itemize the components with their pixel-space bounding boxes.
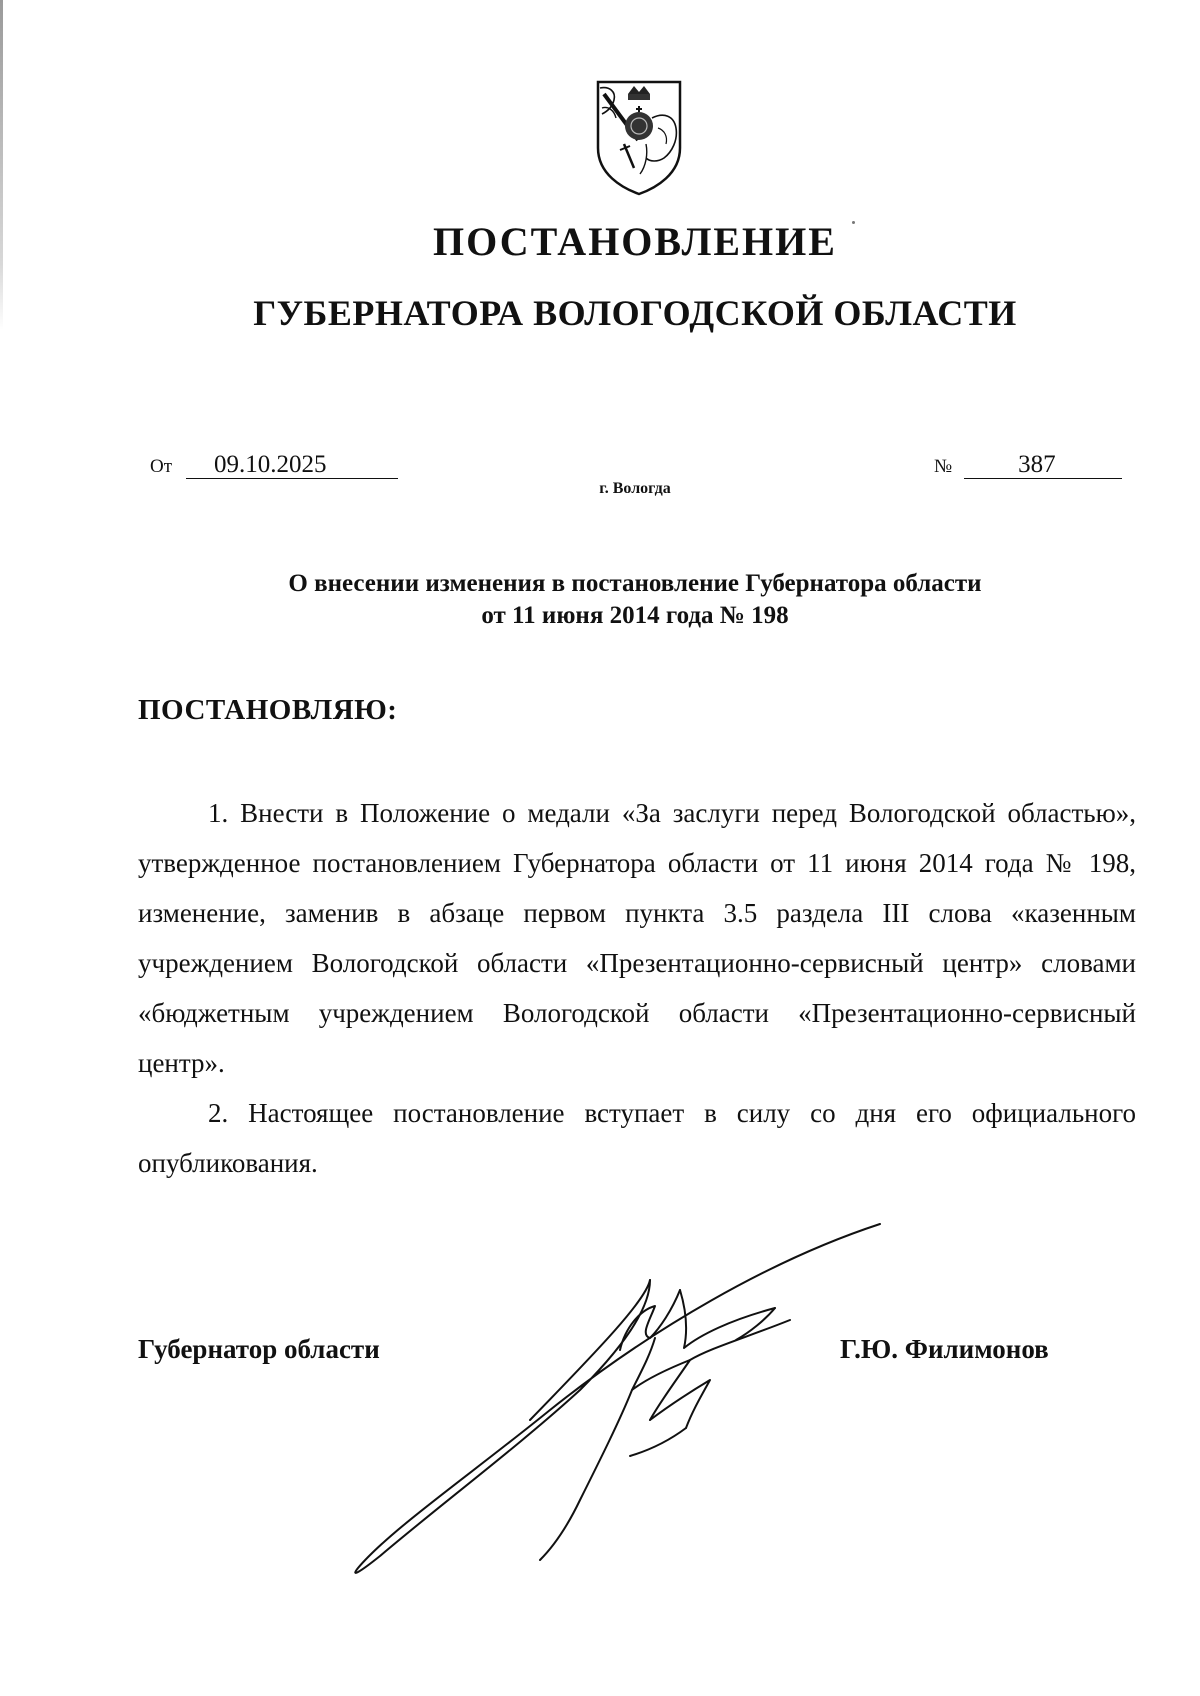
signatory-name: Г.Ю. Филимонов: [840, 1334, 1049, 1364]
number-field: [934, 452, 1122, 479]
scan-edge: [0, 0, 3, 330]
date-field: [150, 452, 398, 479]
signatory-position: Губернатор области: [138, 1334, 380, 1364]
paragraph-2: 2. Настоящее постановление вступает в силу со дня его официального опубликования.: [138, 1098, 1136, 1178]
number-value: 387: [964, 452, 1122, 479]
coat-of-arms-icon: [594, 78, 684, 196]
date-label: От: [150, 456, 173, 477]
paragraph-1: 1. Внести в Положение о медали «За заслуги перед Вологодской областью», утвержденное постановлением Губернатора области от 11 июня 2014 года № 198, изменение, заменив в абзаце первом пункта 3.5 раздела III слова «казенным учреждением Вологодской области «Презентационно-сервисный центр» словами «бюджетным учреждением Вологодской области «Презентационно-сервисный центр».: [138, 798, 1136, 1078]
document-body: [138, 788, 1136, 1188]
document-subject: [0, 568, 1200, 632]
document-subtitle: ГУБЕРНАТОРА ВОЛОГОДСКОЙ ОБЛАСТИ: [253, 293, 1017, 333]
subject-line-2: от 11 июня 2014 года № 198: [481, 602, 789, 629]
subject-line-1: О внесении изменения в постановление Губернатора области: [288, 570, 982, 597]
number-label: №: [934, 456, 953, 477]
handwritten-signature: [350, 1220, 890, 1580]
decree-heading: ПОСТАНОВЛЯЮ:: [138, 694, 398, 726]
city-name: г. Вологда: [599, 480, 671, 497]
document-title: ПОСТАНОВЛЕНИЕ: [433, 219, 837, 264]
date-value: 09.10.2025: [186, 452, 398, 479]
